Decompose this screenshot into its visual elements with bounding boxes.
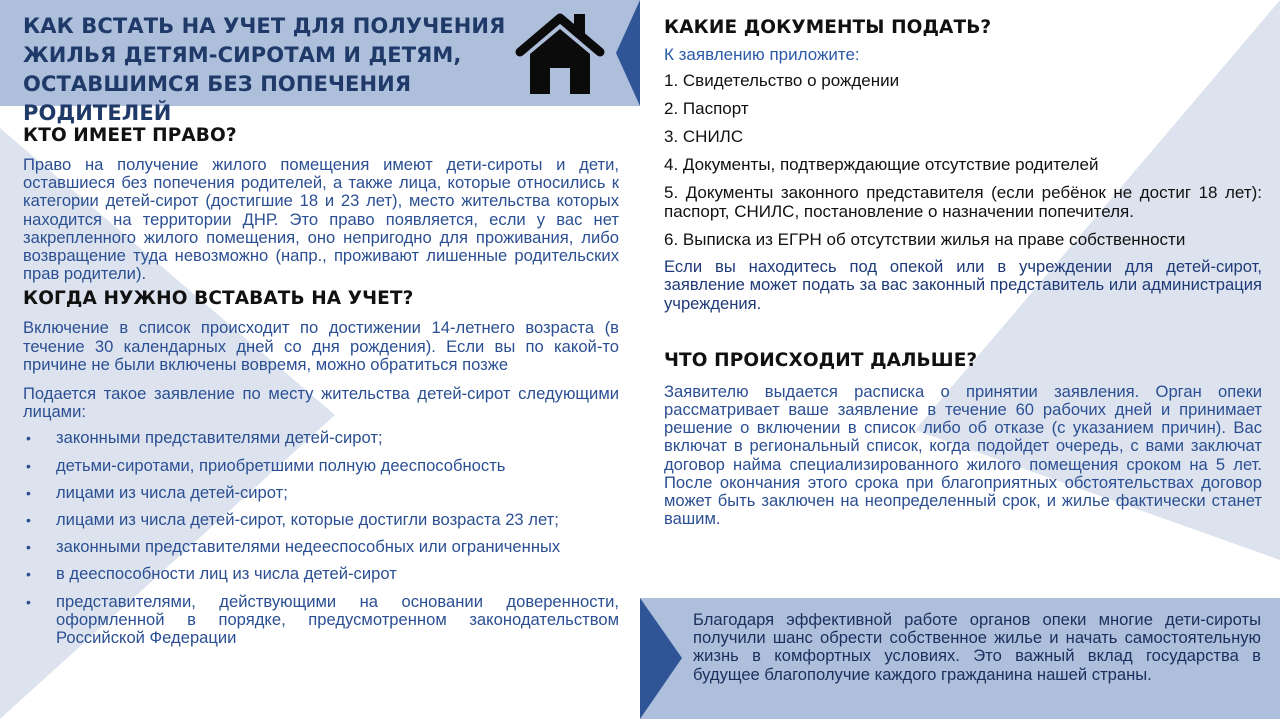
list-item: • лицами из числа детей-сирот, которые достигли возраста 23 лет;	[26, 510, 559, 530]
list-item: 5. Документы законного представителя (если ребёнок не достиг 18 лет): паспорт, СНИЛС, постановление о назначении попечителя.	[664, 183, 1262, 221]
what-next-text: Заявителю выдается расписка о принятии заявления. Орган опеки рассматривает ваше заявление в течение 60 рабочих дней и принимает решение о включении в список либо об отказе (с указанием причин). Вас включат в региональный список, когда подойдет очередь, с вами заключат договор найма специализированного жилого помещения сроком на 5 лет. После окончания этого срока при благоприятных обстоятельствах договор может быть заключен на неопределенный срок, и жилье фактически станет вашим.	[664, 381, 1262, 529]
list-item: 4. Документы, подтверждающие отсутствие родителей	[664, 155, 1099, 175]
right-column	[664, 16, 1262, 528]
section-title-when: КОГДА НУЖНО ВСТАВАТЬ НА УЧЕТ?	[23, 288, 414, 310]
list-item: 2. Паспорт	[664, 99, 749, 119]
list-item: • законными представителями детей-сирот;	[26, 428, 383, 448]
documents-list	[664, 72, 1262, 250]
bullet-icon: •	[26, 539, 31, 556]
applicants-intro-text: Подается такое заявление по месту жительства детей-сирот следующими лицами:	[23, 384, 619, 422]
section-when-register	[23, 287, 619, 647]
bullet-icon: •	[26, 457, 31, 474]
bullet-icon: •	[26, 484, 31, 501]
page-title: КАК ВСТАТЬ НА УЧЕТ ДЛЯ ПОЛУЧЕНИЯ ЖИЛЬЯ ДЕТЯМ-СИРОТАМ И ДЕТЯМ, ОСТАВШИМСЯ БЕЗ ПОПЕЧЕНИЯ РОДИТЕЛЕЙ	[23, 14, 506, 125]
list-item: 6. Выписка из ЕГРН об отсутствии жилья на праве собственности	[664, 230, 1186, 250]
footer-text: Благодаря эффективной работе органов опеки многие дети-сироты получили шанс обрести собственное жилье и начать самостоятельную жизнь в комфортных условиях. Это важный вклад государства в будущее благополучие каждого гражданина нашей страны.	[693, 610, 1261, 684]
list-item: • законными представителями недееспособных или ограниченных	[26, 537, 561, 557]
section-title-who: КТО ИМЕЕТ ПРАВО?	[23, 125, 237, 146]
bullet-icon: •	[26, 512, 31, 529]
applicants-list	[23, 429, 619, 647]
who-eligible-text: Право на получение жилого помещения имеют дети-сироты и дети, оставшиеся без попечения родителей, а также лица, которые относились к категории детей-сирот (достигшие 18 и 23 лет), место жительства которых находится на территории ДНР. Это право появляется, если у вас нет закрепленного жилого помещения, оно непригодно для проживания, либо возвращение туда невозможно (напр., проживают лишенные родительских прав родители).	[23, 155, 619, 284]
section-title-documents: КАКИЕ ДОКУМЕНТЫ ПОДАТЬ?	[664, 17, 992, 38]
section-what-next	[664, 349, 1262, 529]
section-who-eligible	[23, 124, 619, 283]
footer-arrow-decoration	[640, 598, 682, 719]
section-documents	[664, 16, 1262, 313]
list-item: 3. СНИЛС	[664, 127, 744, 147]
bullet-icon: •	[26, 566, 31, 583]
bullet-icon: •	[26, 430, 31, 447]
documents-intro: К заявлению приложите:	[664, 45, 860, 64]
list-item: • детьми-сиротами, приобретшими полную дееспособность	[26, 455, 506, 475]
bullet-icon: •	[26, 593, 31, 610]
left-column	[23, 124, 619, 656]
section-title-next: ЧТО ПРОИСХОДИТ ДАЛЬШЕ?	[664, 349, 978, 371]
guardian-note: Если вы находитесь под опекой или в учреждении для детей-сирот, заявление может подать за вас законный представитель или администрация учреждения.	[664, 257, 1262, 313]
house-icon	[514, 10, 606, 96]
list-item: 1. Свидетельство о рождении	[664, 71, 900, 90]
header-arrow-decoration	[616, 0, 640, 106]
list-item: • в дееспособности лиц из числа детей-сирот	[26, 564, 397, 584]
header-banner	[0, 0, 640, 125]
footer-banner	[640, 598, 1280, 719]
list-item: • представителями, действующими на основании доверенности, оформленной в порядке, предусмотренном законодательством Российской Федерации	[26, 591, 619, 648]
when-register-text: Включение в список происходит по достижении 14-летнего возраста (в течение 30 календарных дней со дня рождения). Если вы по какой-то причине не были включены вовремя, можно обратиться позже	[23, 318, 619, 374]
list-item: • лицами из числа детей-сирот;	[26, 482, 288, 502]
